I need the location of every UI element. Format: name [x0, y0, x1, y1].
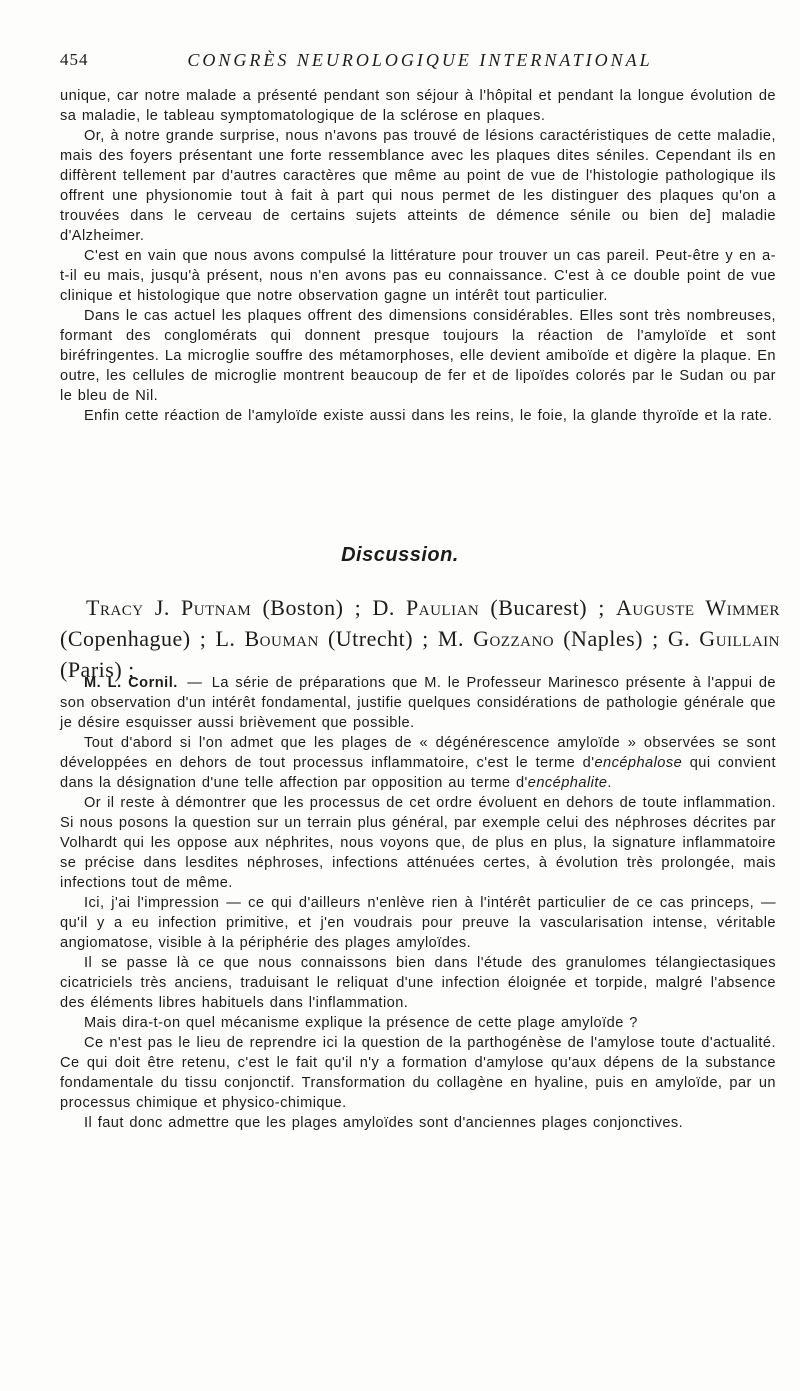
paragraph: Il se passe là ce que nous connaissons bien dans l'étude des granulomes télangiectasiques cicatriciels très anciens, traduisant le reliquat d'une infection éloignée et torpide, malgré l'absence des éléments libres habituels dans l'inflammation.: [60, 955, 776, 1011]
running-title: CONGRÈS NEUROLOGIQUE INTERNATIONAL: [187, 50, 653, 70]
participant-name: Tracy J. Putnam: [86, 595, 252, 620]
intervention-cornil: [60, 673, 776, 1133]
page-number: 454: [60, 50, 89, 69]
participant-place: (Copenhague) ;: [60, 626, 216, 651]
participant-place: (Bucarest) ;: [479, 595, 617, 620]
page-header: [60, 50, 780, 76]
discussion-heading: Discussion.: [341, 544, 459, 566]
paragraph: C'est en vain que nous avons compulsé la littérature pour trouver un cas pareil. Peut-être y en a-t-il eu mais, jusqu'à présent, nous n'en avons pas eu connaissance. C'est à ce double point de vue clinique et histologique que notre observation gagne un intérêt tout particulier.: [60, 248, 776, 304]
paragraph: unique, car notre malade a présenté pendant son séjour à l'hôpital et pendant la longue évolution de sa maladie, le tableau symptomatologique de la sclérose en plaques.: [60, 88, 776, 124]
participant-name: G. Guillain: [667, 626, 781, 651]
intro-text: [60, 86, 776, 426]
participant-name: D. Paulian: [372, 595, 480, 620]
participant-place: (Paris) ;: [60, 657, 135, 682]
discussion-participants: [60, 592, 780, 685]
term-encephalose: encéphalose: [594, 755, 683, 771]
participant-place: (Naples) ;: [554, 626, 668, 651]
paragraph: Ce n'est pas le lieu de reprendre ici la question de la parthogénèse de l'amylose toute d'actualité. Ce qui doit être retenu, c'est le fait qu'il n'y a formation d'amylose qu'aux dépens de la substance fondamentale du tissu conjonctif. Transformation du collagène en hyaline, puis en amyloïde, par un processus chimique et physico-chimique.: [60, 1035, 776, 1111]
paragraph-text: qui convient dans la désignation d'une telle affection par opposition au terme d': [60, 755, 776, 791]
participant-name: L. Bouman: [215, 626, 319, 651]
paragraph: Il faut donc admettre que les plages amyloïdes sont d'anciennes plages conjonctives.: [84, 1115, 684, 1131]
paragraph: Dans le cas actuel les plaques offrent des dimensions considérables. Elles sont très nombreuses, formant des conglomérats qui donnent presque toujours la réaction de l'amyloïde et sont biréfringentes. La microglie souffre des métamorphoses, elle devient amiboïde et digère la plaque. En outre, les cellules de microglie montrent beaucoup de fer et de lipoïdes colorés par le Sudan ou par le bleu de Nil.: [60, 308, 776, 404]
participant-name: M. Gozzano: [437, 626, 555, 651]
paragraph: Enfin cette réaction de l'amyloïde existe aussi dans les reins, le foie, la glande thyroïde et la rate.: [84, 408, 773, 424]
participant-name: Auguste Wimmer: [616, 595, 780, 620]
paragraph: Or, à notre grande surprise, nous n'avons pas trouvé de lésions caractéristiques de cette maladie, mais des foyers présentant une forte ressemblance avec les plaques dites séniles. Cependant ils en diffèrent tellement par d'autres caractères que même au point de vue de l'histologie pathologique ils offrent une physionomie tout à fait à part qui nous permet de les distinguer des plaques qu'on a trouvées dans le cerveau de certains sujets atteints de démence sénile ou bien de] maladie d'Alzheimer.: [60, 128, 776, 244]
paragraph: Mais dira-t-on quel mécanisme explique la présence de cette plage amyloïde ?: [84, 1015, 638, 1031]
paragraph: [60, 673, 776, 733]
speaker-name: M. L. Cornil.: [84, 675, 178, 691]
participant-place: (Utrecht) ;: [318, 626, 438, 651]
paragraph: [60, 733, 776, 793]
paragraph: Ici, j'ai l'impression — ce qui d'ailleurs n'enlève rien à l'intérêt particulier de ce cas princeps, — qu'il y a eu infection primitive, et j'en voudrais pour preuve la vascularisation intense, véritable angiomatose, visible à la périphérie des plages amyloïdes.: [60, 895, 776, 951]
term-encephalite: encéphalite: [527, 775, 608, 791]
em-dash: —: [187, 675, 203, 691]
paragraph-text: Tout d'abord si l'on admet que les plages de « dégénérescence amyloïde » observées se sont développées en dehors de tout processus inflammatoire, c'est le terme d': [60, 735, 776, 771]
paragraph-text: .: [607, 775, 612, 791]
participant-place: (Boston) ;: [251, 595, 373, 620]
paragraph-text: La série de préparations que M. le Professeur Marinesco présente à l'appui de son observation d'un intérêt fondamental, justifie quelques considérations de pathologie générale que je désire esquisser aussi brièvement que possible.: [60, 675, 776, 731]
paragraph: Or il reste à démontrer que les processus de cet ordre évoluent en dehors de toute inflammation. Si nous posons la question sur un terrain plus général, par exemple celui des néphroses décrites par Volhardt qui les oppose aux néphrites, nous voyons que, de plus en plus, la signature inflammatoire se précise dans lesdites néphroses, infections atténuées certes, à évolution très prolongée, mais infections tout de même.: [60, 795, 776, 891]
